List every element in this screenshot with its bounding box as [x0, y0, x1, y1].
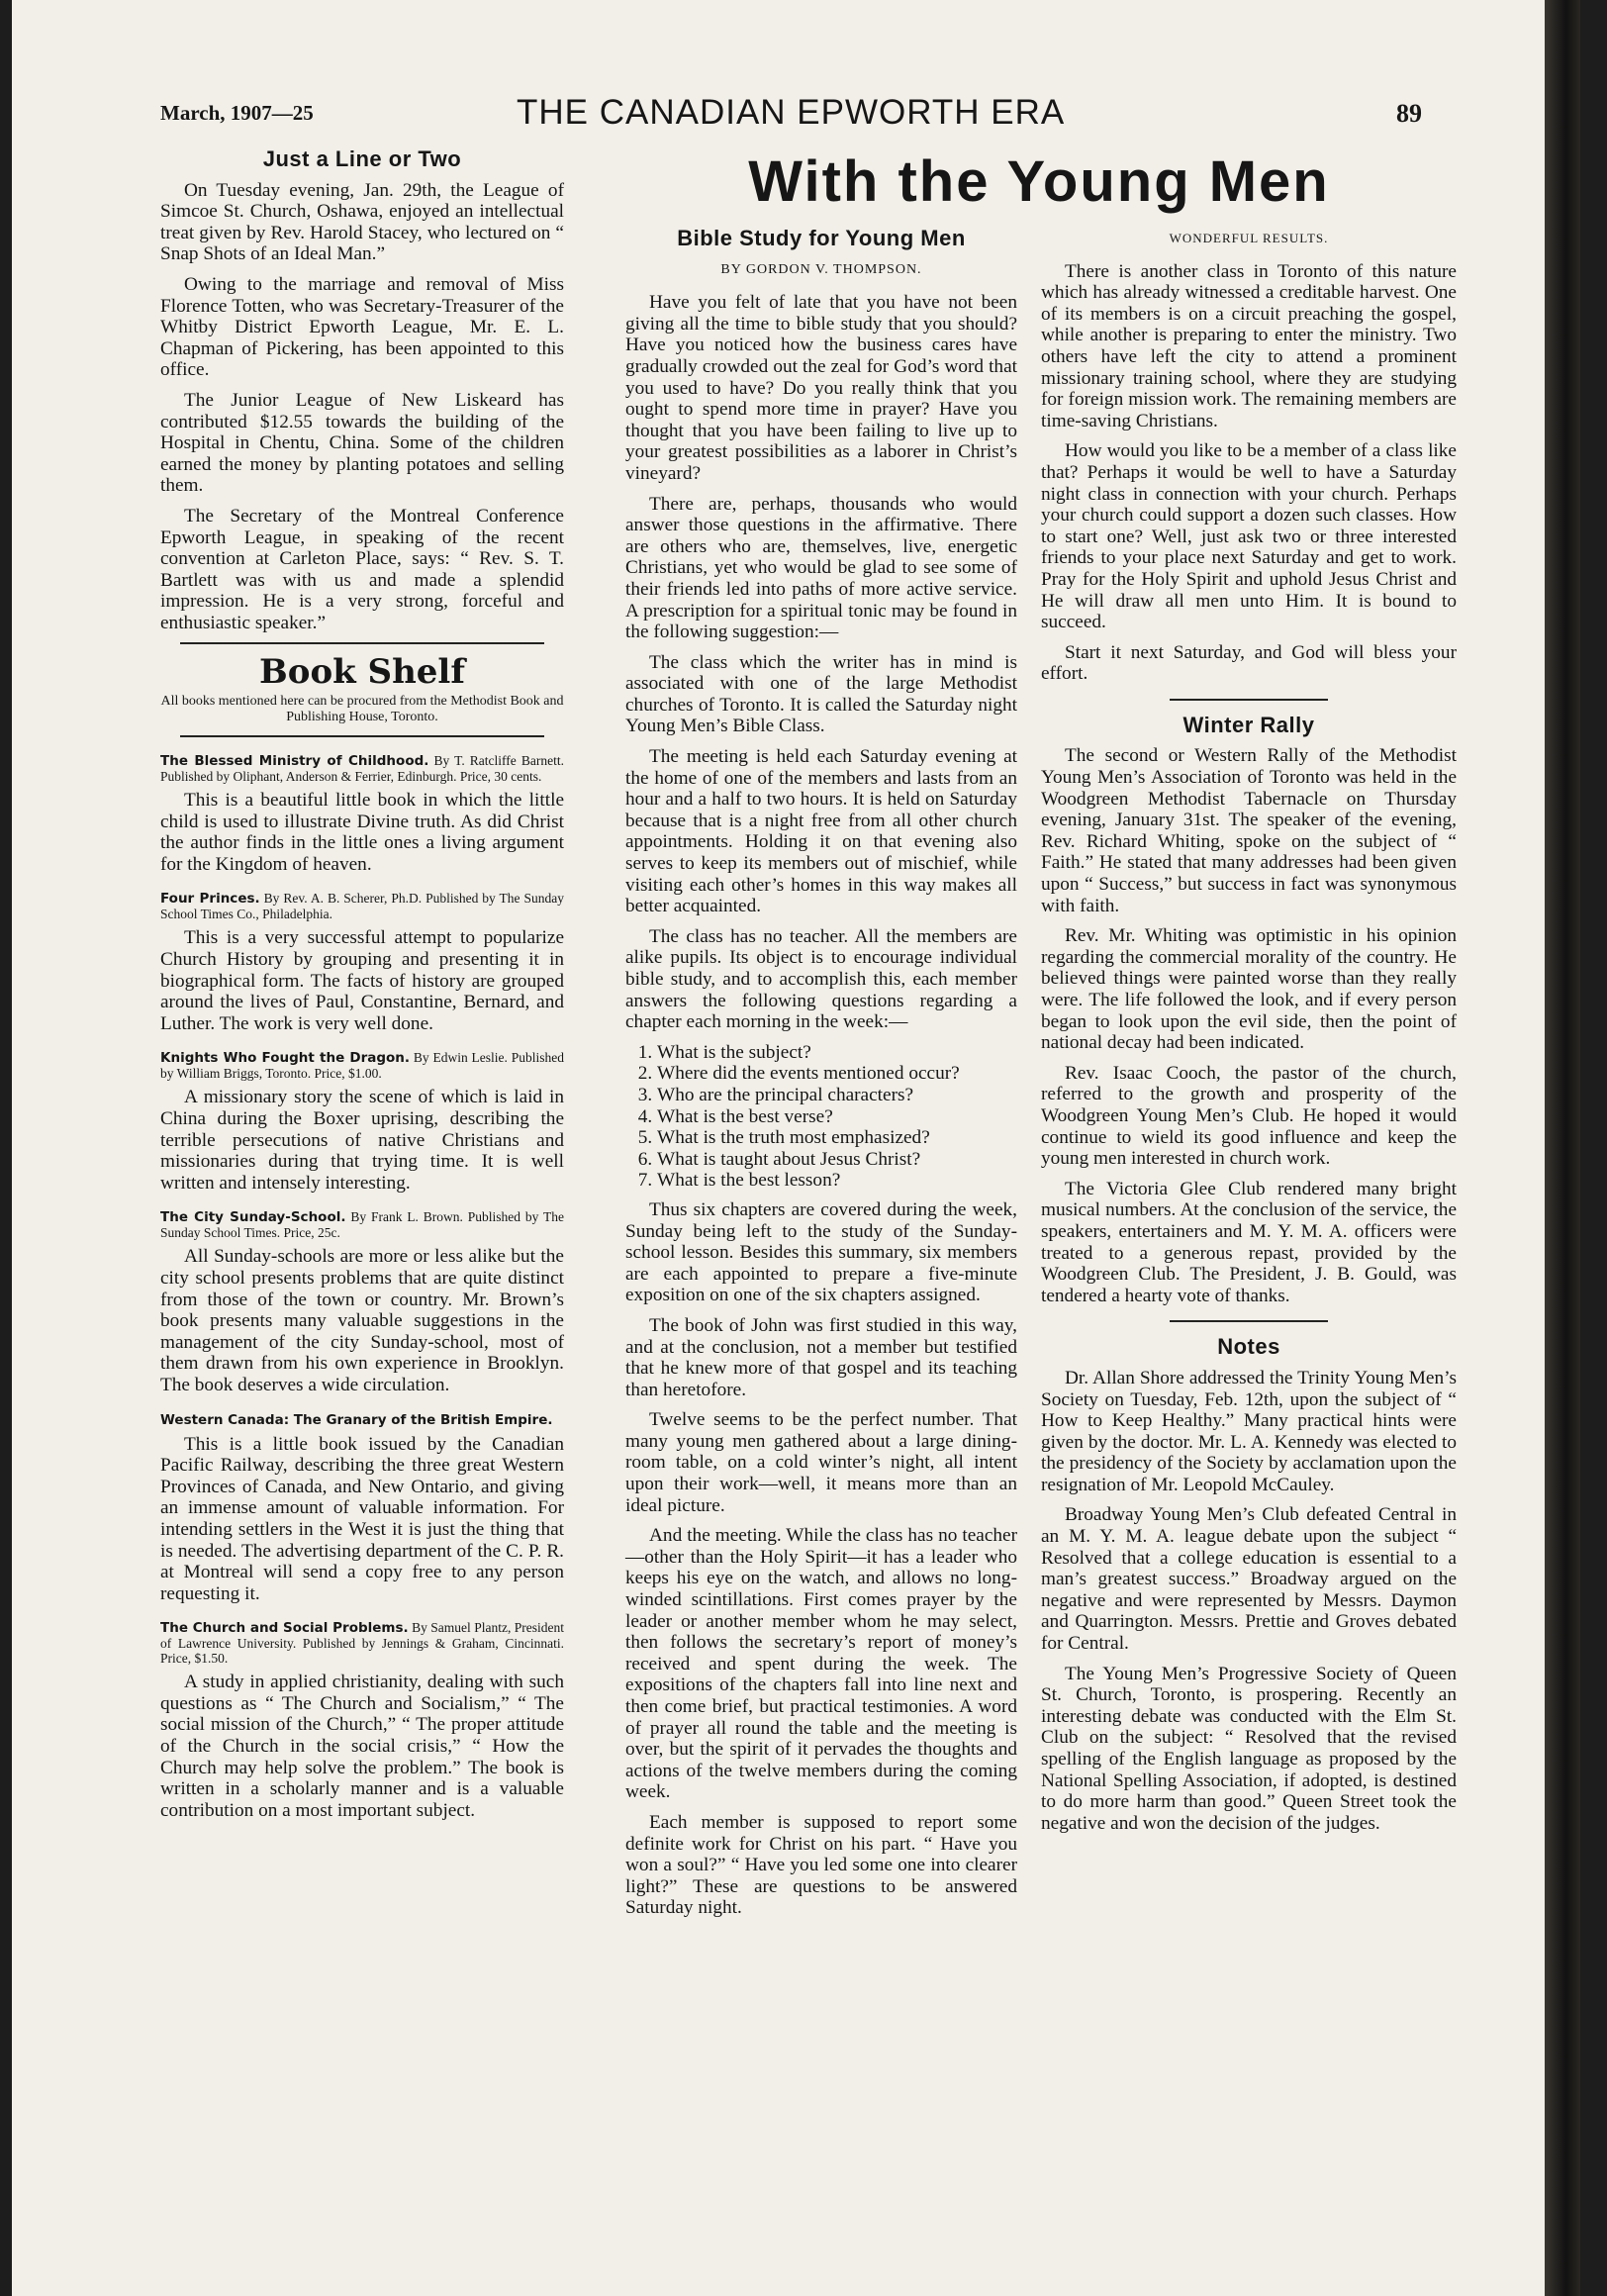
book-review: This is a beautiful little book in which the little child is used to illustrate Divine truth. As did Christ the author finds in the little ones a living argument for the Kingdom of heaven.: [160, 790, 564, 875]
paragraph: The class which the writer has in mind is associated with one of the large Methodist churches of Toronto. It is called the Saturday night Young Men’s Bible Class.: [625, 651, 1017, 737]
book-review: A missionary story the scene of which is laid in China during the Boxer uprising, describing the terrible persecutions of native Christians and missionaries during that trying time. It is well written and intensely interesting.: [160, 1087, 564, 1194]
column-left: [160, 148, 564, 1830]
book-info: By Rev. A. B. Scherer, Ph.D. Published by The Sunday School Times Co., Philadelphia.: [160, 891, 565, 922]
column-middle: [625, 228, 1017, 1928]
book-info: By Frank L. Brown. Published by The Sunday School Times. Price, 25c.: [160, 1209, 564, 1241]
column-right: [1041, 228, 1457, 1843]
paragraph: The second or Western Rally of the Methodist Young Men’s Association of Toronto was held in the Woodgreen Methodist Tabernacle on Thursday evening, January 31st. The speaker of the evening, Rev. Richard Whiting, spoke on the subject of “ Faith.” He stated that many addresses had been given upon “ Success,” but success in fact was synonymous with faith.: [1041, 745, 1457, 916]
paragraph: How would you like to be a member of a class like that? Perhaps it would be well to have a Saturday night class in connection with your church. Perhaps your church could support a dozen such classes. How to start one? Well, just ask two or three interested friends to your place next Saturday and get to work. Pray for the Holy Spirit and uphold Jesus Christ and He will draw all men unto Him. It is bound to succeed.: [1041, 440, 1457, 633]
book-entry: [160, 1412, 564, 1605]
book-shelf-title: Book Shelf: [259, 652, 465, 693]
book-title: The City Sunday-School.: [160, 1209, 346, 1226]
paragraph: The class has no teacher. All the members are alike pupils. Its object is to encourage individual bible study, and to accomplish this, each member answers the following questions regarding a chapter each morning in the week:—: [625, 925, 1017, 1033]
paragraph: The Secretary of the Montreal Conference Epworth League, in speaking of the recent convention at Carleton Place, says: “ Rev. S. T. Bartlett was with us and made a splendid impression. He is a very strong, forceful and enthusiastic speaker.”: [160, 505, 564, 633]
divider: [1170, 1320, 1328, 1322]
book-info: By Samuel Plantz, President of Lawrence University. Published by Jennings & Graham, Cincinnati. Price, $1.50.: [160, 1620, 564, 1667]
heading-winter-rally: Winter Rally: [1182, 712, 1315, 737]
book-title: Four Princes.: [160, 891, 260, 908]
question-list: [625, 1042, 1017, 1192]
page-number: 89: [1396, 99, 1422, 128]
paragraph: Start it next Saturday, and God will bless your effort.: [1041, 641, 1457, 685]
paragraph: There is another class in Toronto of this nature which has already witnessed a creditable harvest. One of its members is on a circuit preaching the gospel, while another is preparing to enter the ministry. Two others have left the city to attend a prominent missionary training school, where they are studying for foreign mission work. The remaining members are time-saving Christians.: [1041, 260, 1457, 431]
issue-date: March, 1907—25: [160, 101, 314, 125]
paragraph: The meeting is held each Saturday evening at the home of one of the members and lasts from an hour and a half to two hours. It is held on Saturday because that is a night free from all other church appointments. Holding it on that evening also serves to keep its members out of mischief, while visiting each other’s homes in this way makes all better acquainted.: [625, 746, 1017, 917]
book-title: Knights Who Fought the Dragon.: [160, 1050, 411, 1067]
paragraph: Owing to the marriage and removal of Miss Florence Totten, who was Secretary-Treasurer of the Whitby District Epworth League, Mr. E. L. Chapman of Pickering, has been appointed to this office.: [160, 273, 564, 381]
paragraph: There are, perhaps, thousands who would answer those questions in the affirmative. There are others who are, themselves, live, energetic Christians, yet who would be glad to see some of their friends led into paths of more active service. A prescription for a spiritual tonic may be found in the following suggestion:—: [625, 493, 1017, 643]
paragraph: Have you felt of late that you have not been giving all the time to bible study that you should? Have you noticed how the business cares have gradually crowded out the zeal for God’s word that you used to have? Do you really think that you ought to spend more time in prayer? Have you thought that you have been failing to live up to your greatest possibilities as a laborer in Christ’s vineyard?: [625, 292, 1017, 484]
magazine-page: [12, 0, 1580, 2296]
paragraph: And the meeting. While the class has no teacher—other than the Holy Spirit—it has a leader who keeps his eye on the watch, and allows no long-winded scintillations. First comes prayer by the leader or another member whom he may select, then follows the secretary’s report of money’s received and spent during the week. The expositions of the chapters fall into line next and then come brief, but practical testimonies. A word of prayer all round the table and the meeting is over, but the spirit of it pervades the thoughts and actions of the twelve members during the coming week.: [625, 1525, 1017, 1803]
book-info: By T. Ratcliffe Barnett. Published by Oliphant, Anderson & Ferrier, Edinburgh. Price, 30 cents.: [160, 753, 564, 785]
book-entry: [160, 753, 564, 875]
book-title: The Blessed Ministry of Childhood.: [160, 753, 429, 770]
book-entry: [160, 1209, 564, 1395]
paragraph: Dr. Allan Shore addressed the Trinity Young Men’s Society on Tuesday, Feb. 12th, upon the subject of “ How to Keep Healthy.” Many practical hints were given by the doctor. Mr. L. A. Kennedy was elected to the presidency of the Society by acclamation upon the resignation of Mr. Leopold McCauley.: [1041, 1367, 1457, 1495]
question-item: 2. Where did the events mentioned occur?: [657, 1063, 1017, 1085]
paragraph: Rev. Mr. Whiting was optimistic in his opinion regarding the commercial morality of the country. He believed things were painted worse than they really were. The life followed the look, and if every person began to look upon the evil side, then the point of national decay had been indicated.: [1041, 925, 1457, 1054]
divider: [180, 642, 544, 644]
divider: [1170, 699, 1328, 701]
paragraph: The Young Men’s Progressive Society of Queen St. Church, Toronto, is prospering. Recently an interesting debate was conducted with the Elm St. Club on the subject: “ Resolved that the revised spelling of the English language as proposed by the National Spelling Association, if adopted, is destined to do more harm than good.” Queen Street took the negative and won the decision of the judges.: [1041, 1663, 1457, 1834]
book-info: By Edwin Leslie. Published by William Briggs, Toronto. Price, $1.00.: [160, 1050, 565, 1082]
paragraph: Each member is supposed to report some definite work for Christ on his part. “ Have you won a soul?” “ Have you led some one into clearer light?” These are questions to be answered Saturday night.: [625, 1811, 1017, 1919]
journal-title: THE CANADIAN EPWORTH ERA: [517, 93, 1066, 132]
book-entry: [160, 1050, 564, 1194]
book-review: All Sunday-schools are more or less alike but the city school presents problems that are quite distinct from those of the town or country. Mr. Brown’s book presents many valuable suggestions in the management of the city Sunday-school, most of them drawn from his own experience in Brooklyn. The book deserves a wide circulation.: [160, 1246, 564, 1395]
book-entry: [160, 1620, 564, 1821]
book-title: Western Canada: The Granary of the British Empire.: [160, 1411, 553, 1428]
paragraph: Rev. Isaac Cooch, the pastor of the church, referred to the growth and prosperity of the Woodgreen Young Men’s Club. He hoped it would continue to wield its good influence and keep the young men interested in church work.: [1041, 1062, 1457, 1170]
divider: [180, 735, 544, 737]
question-item: 5. What is the truth most emphasized?: [657, 1127, 1017, 1149]
heading-just-a-line: Just a Line or Two: [262, 146, 462, 171]
question-item: 3. Who are the principal characters?: [657, 1085, 1017, 1106]
paragraph: Broadway Young Men’s Club defeated Central in an M. Y. M. A. league debate upon the subject “ Resolved that a college education is essential to a man’s greatest success.” Broadway argued on the negative and were represented by Messrs. Daymon and Quarrington. Messrs. Prettie and Groves debated for Central.: [1041, 1504, 1457, 1655]
book-title: The Church and Social Problems.: [160, 1620, 409, 1637]
heading-bible-study: Bible Study for Young Men: [677, 226, 966, 250]
book-review: This is a little book issued by the Canadian Pacific Railway, describing the three great Western Provinces of Canada, and New Ontario, and giving an immense amount of valuable information. For intending settlers in the West it is just the thing that is needed. The advertising department of the C. P. R. at Montreal will send a copy free to any person requesting it.: [160, 1433, 564, 1604]
question-item: 7. What is the best lesson?: [657, 1170, 1017, 1192]
subhead-wonderful-results: WONDERFUL RESULTS.: [1169, 231, 1329, 245]
paragraph: On Tuesday evening, Jan. 29th, the League of Simcoe St. Church, Oshawa, enjoyed an intellectual treat given by Rev. Harold Stacey, who lectured on “ Snap Shots of an Ideal Man.”: [160, 179, 564, 265]
section-title: With the Young Men: [748, 149, 1330, 214]
book-shelf-note: All books mentioned here can be procured from the Methodist Book and Publishing House, Toronto.: [160, 694, 564, 725]
book-review: A study in applied christianity, dealing with such questions as “ The Church and Socialism,” “ The social mission of the Church,” “ The proper attitude of the Church in the social crisis,” “ How the Church may help solve the problem.” The book is written in a scholarly manner and is a valuable contribution on a most important subject.: [160, 1672, 564, 1821]
paragraph: The Junior League of New Liskeard has contributed $12.55 towards the building of the Hospital in Chentu, China. Some of the children earned the money by planting potatoes and selling them.: [160, 389, 564, 497]
paragraph: Twelve seems to be the perfect number. That many young men gathered about a large dining-room table, on a cold winter’s night, all intent upon their work—well, it means more than an ideal picture.: [625, 1409, 1017, 1516]
paragraph: The book of John was first studied in this way, and at the conclusion, not a member but testified that he knew more of that gospel and its teaching than heretofore.: [625, 1314, 1017, 1400]
question-item: 1. What is the subject?: [657, 1042, 1017, 1064]
running-header: [160, 93, 1422, 143]
byline: BY GORDON V. THOMPSON.: [720, 261, 922, 277]
heading-notes: Notes: [1217, 1334, 1280, 1360]
paragraph: The Victoria Glee Club rendered many bright musical numbers. At the conclusion of the service, the speakers, entertainers and M. Y. M. A. officers were treated to a generous repast, provided by the Woodgreen Club. The President, J. B. Gould, was tendered a hearty vote of thanks.: [1041, 1178, 1457, 1306]
page-binding: [1545, 0, 1580, 2296]
question-item: 6. What is taught about Jesus Christ?: [657, 1149, 1017, 1171]
paragraph: Thus six chapters are covered during the week, Sunday being left to the study of the Sunday-school lesson. Besides this summary, six members are each appointed to prepare a five-minute exposition on one of the six chapters assigned.: [625, 1198, 1017, 1306]
question-item: 4. What is the best verse?: [657, 1106, 1017, 1128]
book-review: This is a very successful attempt to popularize Church History by grouping and presenting it in biographical form. The facts of history are grouped around the lives of Paul, Constantine, Bernard, and Luther. The work is very well done.: [160, 927, 564, 1034]
book-entry: [160, 891, 564, 1034]
